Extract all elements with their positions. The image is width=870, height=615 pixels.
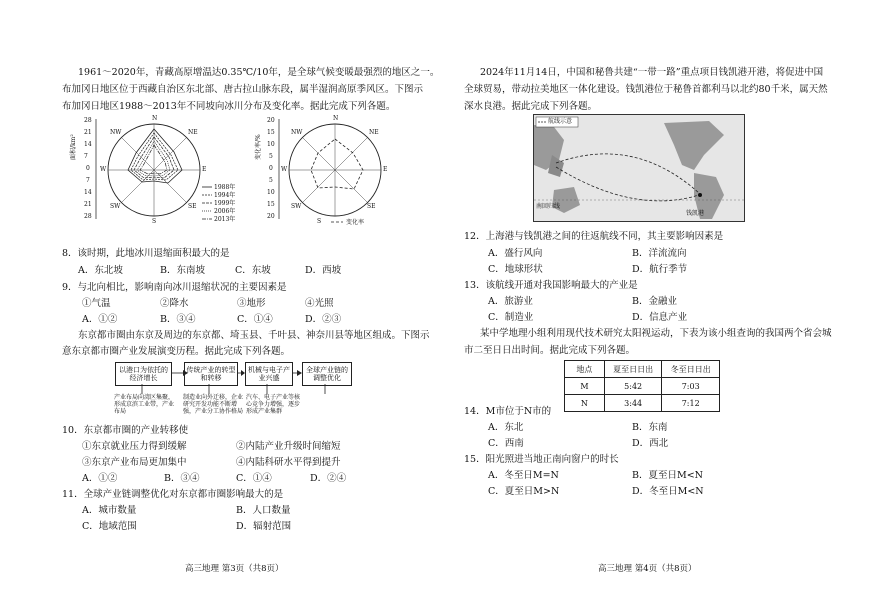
flow-box-3: 机械与电子产业兴盛: [245, 362, 293, 386]
chart1-dir-w: W: [100, 166, 107, 173]
chart2-ytick: 0: [269, 165, 273, 172]
chart2-dir-n: N: [333, 115, 339, 122]
q10-option-c: C．①④: [236, 473, 272, 484]
q11-option-b: B．人口数量: [236, 505, 291, 516]
chart1-ytick: 21: [84, 129, 92, 136]
r-intro2-line-2: 市二至日日出时间。据此完成下列各题。: [464, 345, 636, 356]
q10-option-d: D．②④: [310, 473, 347, 484]
q13-option-d: D．信息产业: [632, 312, 688, 323]
q15-option-d: D．冬至日M<N: [632, 486, 704, 497]
q10-stem: 10．东京都市圈的产业转移使: [62, 425, 189, 436]
r-intro-line-1: 2024年11月14日，中国和秘鲁共建“一带一路”重点项目钱凯港开港，将促进中国: [480, 67, 824, 78]
chart1-dir-ne: NE: [188, 129, 198, 136]
chart1-ylabel: 面积/km²: [70, 134, 77, 160]
q11-option-a: A．城市数量: [82, 505, 137, 516]
q10-option-a: A．①②: [82, 473, 118, 484]
chart1-ytick: 0: [86, 165, 90, 172]
q11-option-c: C．地域范围: [82, 521, 137, 532]
table-header: 冬至日日出: [662, 361, 720, 378]
q10-item-1: ①东京就业压力得到缓解: [82, 441, 187, 452]
intro-line-1: 1961～2020年，青藏高原增温达0.35℃/10年，是全球气候变暖最强烈的地区之一。: [78, 67, 440, 78]
q9-stem: 9．与北向相比，影响南向冰川退缩状况的主要因素是: [62, 282, 287, 293]
table-cell: 7:12: [662, 395, 720, 412]
chart1-dir-e: E: [202, 166, 207, 173]
q8-option-d: D．西坡: [305, 265, 342, 276]
q11-stem: 11．全球产业链调整优化对东京都市圈影响最大的是: [62, 489, 284, 500]
r-intro-line-2: 全球贸易，带动拉美地区一体化建设。钱凯港位于秘鲁首都利马以北约80千米，属天然: [464, 84, 828, 95]
q10-option-b: B．③④: [164, 473, 200, 484]
q10-item-4: ④内陆科研水平得到提升: [236, 457, 341, 468]
chart1-dir-n: N: [152, 115, 158, 122]
table-row: [565, 378, 720, 395]
q12-option-b: B．洋流流向: [632, 248, 687, 259]
chart1-dir-nw: NW: [110, 129, 122, 136]
chart2-dir-w: W: [281, 166, 288, 173]
chart2-ytick: 5: [269, 177, 273, 184]
q8-option-c: C．东坡: [235, 265, 271, 276]
legend-1988: 1988年: [214, 184, 236, 191]
legend-2006: 2006年: [214, 208, 236, 215]
q14-stem: 14．M市位于N市的: [464, 406, 552, 417]
chart2-dir-e: E: [383, 166, 388, 173]
chart1-ytick: 21: [84, 201, 92, 208]
chart1-dir-s: S: [152, 218, 157, 225]
table-header: 夏至日日出: [604, 361, 662, 378]
q9-option-c: C．①④: [237, 314, 273, 325]
q8-option-b: B．东南坡: [160, 265, 205, 276]
chart2-dir-ne: NE: [369, 129, 379, 136]
q10-item-2: ②内陆产业升级时间缩短: [236, 441, 341, 452]
chart2-dir-nw: NW: [291, 129, 303, 136]
q15-stem: 15．阳光照进当地正南向窗户的时长: [464, 454, 619, 465]
intro2-line-1: 东京都市圈由东京及周边的东京都、埼玉县、千叶县、神奈川县等地区组成。下图示: [78, 330, 430, 341]
q13-stem: 13．该航线开通对我国影响最大的产业是: [464, 280, 638, 291]
q9-option-b: B．③④: [160, 314, 196, 325]
map-port-label: 钱凯港: [686, 210, 705, 217]
chart2-legend: 变化率: [346, 219, 365, 226]
q15-option-a: A．冬至日M=N: [488, 470, 559, 481]
table-header-row: [565, 361, 720, 378]
q9-item-3: ③地形: [237, 298, 266, 309]
q14-option-b: B．东南: [632, 422, 668, 433]
chart2-ytick: 20: [267, 117, 275, 124]
q15-option-c: C．夏至日M>N: [488, 486, 560, 497]
flow-box-4: 全球产业链的调整优化: [302, 362, 352, 386]
flow-note-2: 制造业向外迁移，企业研究开发功能不断增强，产业分工协作格局: [183, 394, 244, 415]
chart2-ytick: 20: [267, 213, 275, 220]
q12-option-a: A．盛行风向: [488, 248, 543, 259]
shipping-route-map: [533, 114, 745, 222]
chart2-dir-sw: SW: [291, 203, 302, 210]
q15-option-b: B．夏至日M<N: [632, 470, 703, 481]
map-tropic-label: 南回归线: [536, 203, 561, 210]
chart2-dir-se: SE: [367, 203, 376, 210]
chart1-dir-se: SE: [188, 203, 197, 210]
chart1-ytick: 28: [84, 213, 92, 220]
chart1-ytick: 7: [86, 177, 90, 184]
intro2-line-2: 意东京都市圈产业发展演变历程。据此完成下列各题。: [62, 346, 291, 357]
map-svg: [534, 115, 744, 221]
q14-option-d: D．西北: [632, 438, 669, 449]
table-row: [565, 395, 720, 412]
q14-option-a: A．东北: [488, 422, 524, 433]
glacier-change-rate-radar-chart: [255, 115, 405, 230]
q13-option-a: A．旅游业: [488, 296, 533, 307]
table-header: 地点: [565, 361, 605, 378]
q8-option-a: A．东北坡: [78, 265, 123, 276]
right-page-footer: 高三地理 第4页（共8页）: [598, 564, 697, 574]
table-cell: 3:44: [604, 395, 662, 412]
chart1-ytick: 14: [84, 189, 92, 196]
q13-option-c: C．制造业: [488, 312, 534, 323]
q14-option-c: C．西南: [488, 438, 524, 449]
table-cell: N: [565, 395, 605, 412]
chart1-dir-sw: SW: [110, 203, 121, 210]
chart2-dir-s: S: [317, 218, 322, 225]
chart2-ytick: 5: [269, 153, 273, 160]
chart1-ytick: 7: [84, 153, 88, 160]
map-legend: 航线示意: [548, 118, 573, 125]
table-cell: 5:42: [604, 378, 662, 395]
q9-option-a: A．①②: [82, 314, 118, 325]
flow-note-1: 产业布局向湾区集聚，形成京滨工业带，产业布局: [114, 394, 175, 415]
chart2-ytick: 10: [267, 141, 275, 148]
chart2-ytick: 10: [267, 189, 275, 196]
r-intro2-line-1: 某中学地理小组利用现代技术研究太阳视运动，下表为该小组查询的我国两个省会城: [480, 328, 832, 339]
q9-item-4: ④光照: [305, 298, 334, 309]
q12-stem: 12．上海港与钱凯港之间的往返航线不同，其主要影响因素是: [464, 231, 724, 242]
flow-note-3: 汽车、电子产业等核心竞争力增强，逐步形成产业集群: [246, 394, 301, 415]
q12-option-c: C．地球形状: [488, 264, 543, 275]
chart1-ytick: 28: [84, 117, 92, 124]
chart2-ylabel: 变化率/%: [255, 134, 262, 160]
legend-1999: 1999年: [214, 200, 236, 207]
q12-option-d: D．航行季节: [632, 264, 688, 275]
chart2-ytick: 15: [267, 201, 275, 208]
chart1-ytick: 14: [84, 141, 92, 148]
glacier-area-radar-chart: [70, 115, 260, 230]
q8-stem: 8．该时期，此地冰川退缩面积最大的是: [62, 248, 230, 259]
table-cell: M: [565, 378, 605, 395]
q9-option-d: D．②③: [305, 314, 342, 325]
flow-box-1: 以港口为依托的经济增长: [115, 362, 172, 386]
left-page-footer: 高三地理 第3页（共8页）: [185, 564, 284, 574]
intro-line-2: 布加冈日地区位于西藏自治区东北部、唐古拉山脉东段，属半湿润高原季风区。下图示: [62, 84, 424, 95]
q13-option-b: B．金融业: [632, 296, 677, 307]
q9-item-1: ①气温: [82, 298, 111, 309]
q9-item-2: ②降水: [160, 298, 189, 309]
flow-box-2: 传统产业的转型和转移: [184, 362, 238, 386]
q10-item-3: ③东京产业布局更加集中: [82, 457, 187, 468]
legend-1994: 1994年: [214, 192, 236, 199]
r-intro-line-3: 深水良港。据此完成下列各题。: [464, 101, 598, 112]
table-cell: 7:03: [662, 378, 720, 395]
legend-2013: 2013年: [214, 216, 236, 223]
q11-option-d: D．辐射范围: [236, 521, 292, 532]
sunrise-table: [564, 360, 720, 412]
intro-line-3: 布加冈日地区1988～2013年不同坡向冰川分布及变化率。据此完成下列各题。: [62, 101, 396, 112]
chart2-ytick: 15: [267, 129, 275, 136]
